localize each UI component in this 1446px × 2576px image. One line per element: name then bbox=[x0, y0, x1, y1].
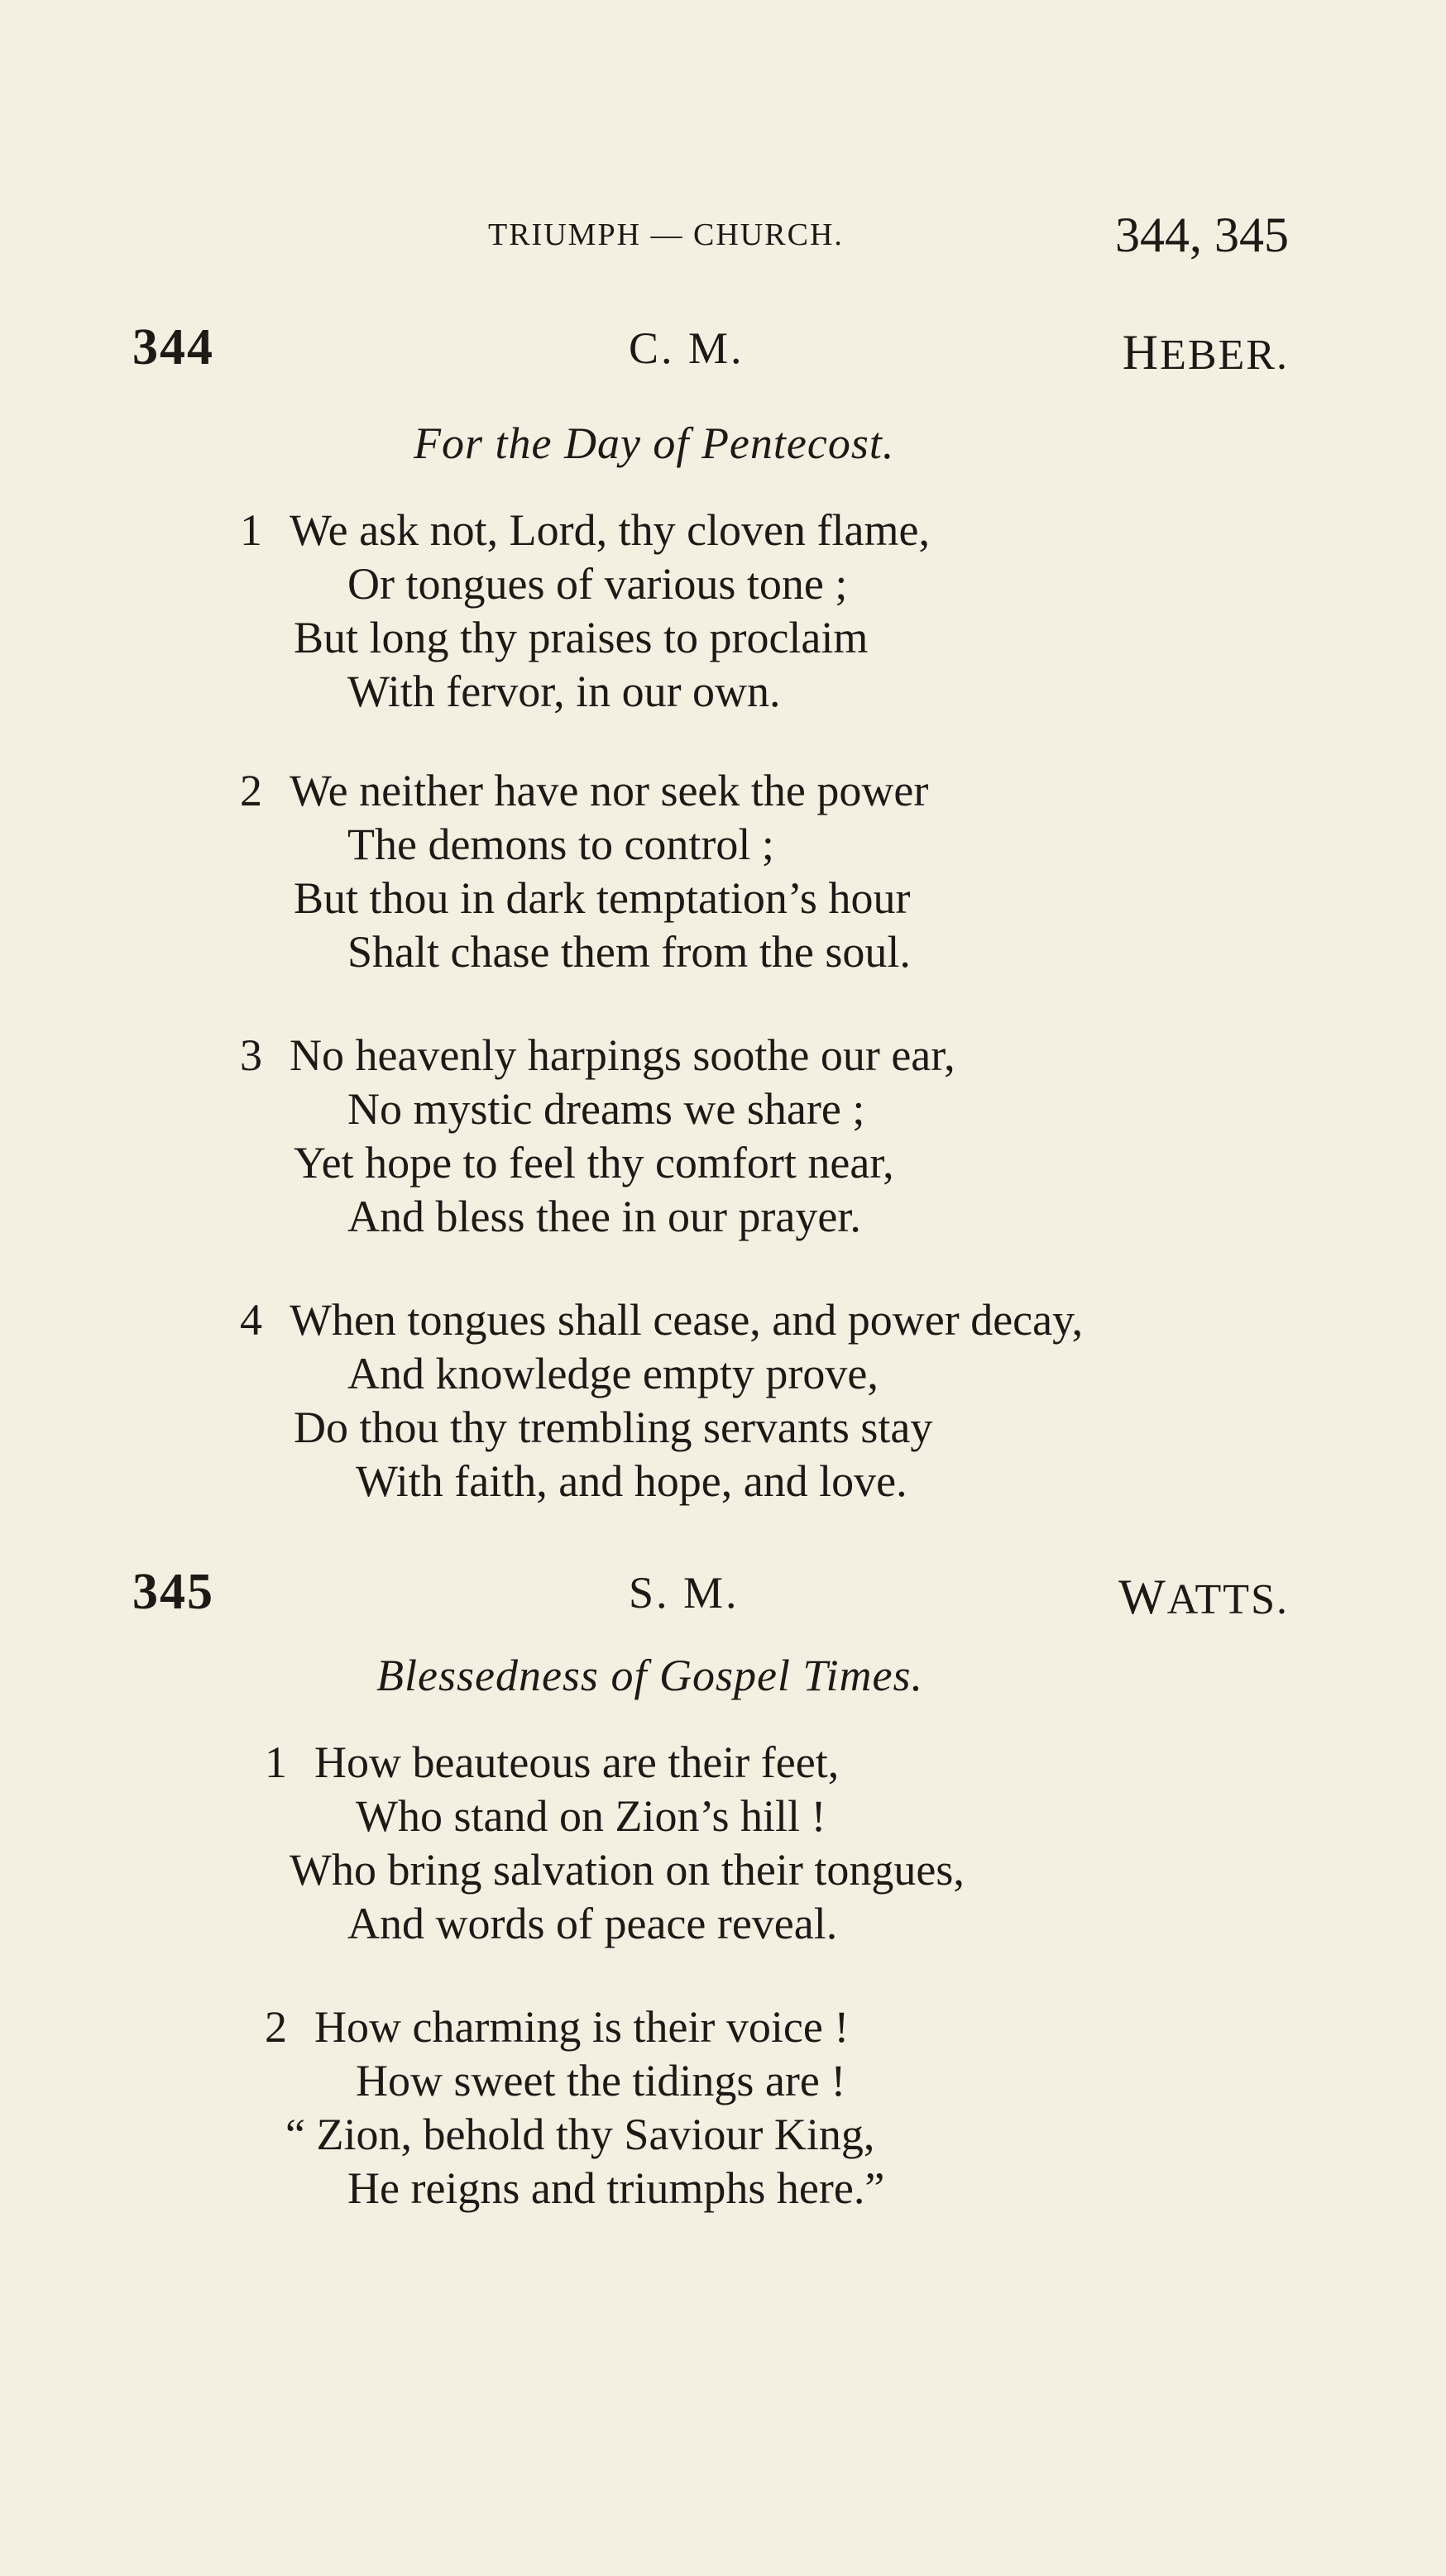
stanza-line: 1 How beauteous are their feet, bbox=[265, 1737, 840, 1787]
hymn-meter: S. M. bbox=[629, 1568, 740, 1618]
stanza-line: 1 We ask not, Lord, thy cloven flame, bbox=[240, 505, 930, 555]
stanza-line: Or tongues of various tone ; bbox=[347, 559, 848, 609]
drop-cap-word: We bbox=[290, 505, 348, 555]
hymn-author: HEBER. bbox=[1122, 325, 1289, 380]
hymn-meter: C. M. bbox=[629, 323, 745, 373]
stanza-line: “ Zion, behold thy Saviour King, bbox=[285, 2110, 875, 2159]
stanza-line: He reigns and triumphs here.” bbox=[347, 2163, 885, 2213]
hymn-number: 345 bbox=[132, 1564, 214, 1620]
stanza-line: 2 How charming is their voice ! bbox=[265, 2002, 850, 2052]
hymn-author: WATTS. bbox=[1118, 1570, 1289, 1624]
stanza-line: 3 No heavenly harpings soothe our ear, bbox=[240, 1030, 955, 1080]
verse-number: 2 bbox=[240, 766, 262, 815]
stanza-line: And knowledge empty prove, bbox=[347, 1349, 879, 1398]
hymn-number: 344 bbox=[132, 319, 214, 375]
stanza-line: But long thy praises to proclaim bbox=[294, 613, 869, 662]
hymn-subtitle: For the Day of Pentecost. bbox=[414, 418, 895, 468]
stanza-line: With fervor, in our own. bbox=[347, 667, 781, 716]
page-numbers: 344, 345 bbox=[1115, 208, 1289, 262]
stanza-line: 4 When tongues shall cease, and power decay, bbox=[240, 1295, 1084, 1345]
hymn-subtitle: Blessedness of Gospel Times. bbox=[376, 1651, 923, 1700]
stanza-line: The demons to control ; bbox=[347, 820, 774, 869]
verse-number: 2 bbox=[265, 2002, 287, 2052]
verse-number: 1 bbox=[240, 505, 262, 555]
running-header-title: TRIUMPH — CHURCH. bbox=[488, 217, 844, 252]
verse-number: 4 bbox=[240, 1295, 262, 1345]
stanza-line: And words of peace reveal. bbox=[347, 1899, 838, 1948]
stanza-line: How sweet the tidings are ! bbox=[356, 2056, 846, 2105]
verse-number: 1 bbox=[265, 1737, 287, 1787]
stanza-line: Who stand on Zion’s hill ! bbox=[356, 1791, 826, 1841]
stanza-line: But thou in dark temptation’s hour bbox=[294, 873, 911, 923]
stanza-line: No mystic dreams we share ; bbox=[347, 1084, 865, 1134]
stanza-line: And bless thee in our prayer. bbox=[347, 1192, 861, 1241]
stanza-line: Who bring salvation on their tongues, bbox=[290, 1845, 965, 1895]
stanza-line: Shalt chase them from the soul. bbox=[347, 927, 911, 977]
stanza-line: With faith, and hope, and love. bbox=[356, 1456, 907, 1506]
stanza-line: Yet hope to feel thy comfort near, bbox=[294, 1138, 894, 1188]
stanza-line: 2 We neither have nor seek the power bbox=[240, 766, 929, 815]
stanza-line: Do thou thy trembling servants stay bbox=[294, 1403, 933, 1452]
verse-number: 3 bbox=[240, 1030, 262, 1080]
